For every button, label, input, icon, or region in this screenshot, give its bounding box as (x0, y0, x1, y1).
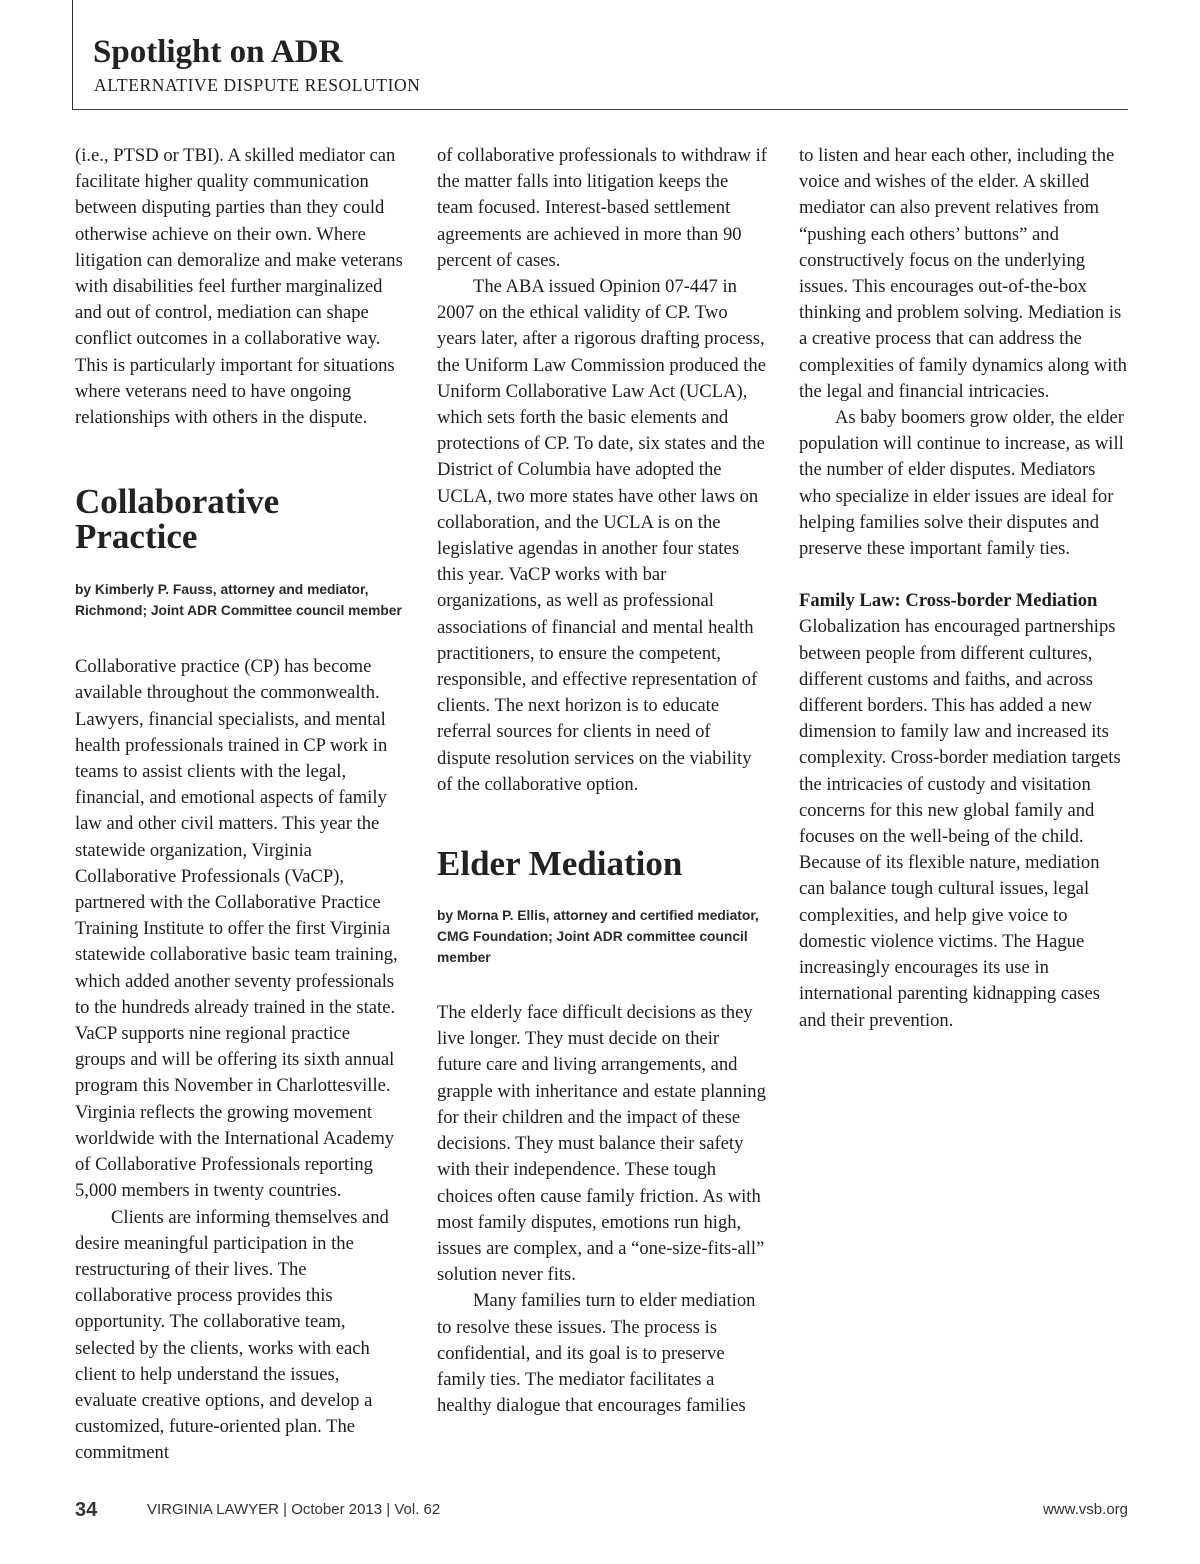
body-paragraph: Globalization has encouraged partnerships between people from different cultures, different customs and faiths, and across different borders. This has added a new dimension to family law and increased its complexity. Cross-border mediation targets the intricacies of custody and visitation concerns for this new global family and focuses on the well-being of the child. Because of its flexible nature, mediation can balance tough cultural issues, legal complexities, and help give voice to domestic violence victims. The Hague increasingly encourages its use in international parenting kidnapping cases and their prevention. (799, 616, 1121, 1031)
column-2 (437, 143, 767, 1419)
column-3 (799, 143, 1129, 1034)
column-1 (75, 143, 403, 1467)
section-title-collaborative-practice: Collaborative Practice (75, 482, 280, 557)
page-number: 34 (75, 1499, 98, 1521)
byline-elder-mediation: by Morna P. Ellis, attorney and certified mediator, CMG Foundation; Joint ADR committee council member (437, 908, 759, 966)
byline-collaborative-practice: by Kimberly P. Fauss, attorney and mediator, Richmond; Joint ADR Committee council member (75, 582, 402, 619)
section-title-elder-mediation: Elder Mediation (437, 844, 683, 884)
intro-paragraph: (i.e., PTSD or TBI). A skilled mediator can facilitate higher quality communication between disputing parties than they could otherwise achieve on their own. Where litigation can demoralize and make veterans with disabilities feel further marginalized and out of control, mediation can shape conflict outcomes in a collaborative way. This is particularly important for situations where veterans need to have ongoing relationships with others in the dispute. (75, 145, 403, 429)
publication-info: VIRGINIA LAWYER | October 2013 | Vol. 62 (147, 1501, 441, 1518)
body-paragraph: The ABA issued Opinion 07-447 in 2007 on the ethical validity of CP. Two years later, after a rigorous drafting process, the Uniform Law Commission produced the Uniform Collaborative Law Act (UCLA), which sets forth the basic elements and protections of CP. To date, six states and the District of Columbia have adopted the UCLA, two more states have other laws on collaboration, and the UCLA is on the legislative agendas in another four states this year. VaCP works with bar organizations, as well as professional associations of financial and mental health practitioners, to ensure the competent, responsible, and effective representation of clients. The next horizon is to educate referral sources for clients in need of dispute resolution services on the viability of the collaborative option. (437, 276, 766, 795)
body-paragraph: The elderly face difficult decisions as they live longer. They must decide on their future care and living arrangements, and grapple with inheritance and estate planning for their children and the impact of these decisions. They must balance their safety with their independence. These tough choices often cause family friction. As with most family disputes, emotions run high, issues are complex, and a “one-size-fits-all” solution never fits. (437, 1002, 766, 1286)
subhead-cross-border-mediation: Family Law: Cross-border Mediation (799, 590, 1098, 612)
page-footer (75, 1497, 1128, 1523)
body-paragraph: Many families turn to elder mediation to resolve these issues. The process is confidential, and its goal is to preserve family ties. The mediator facilitates a healthy dialogue that encourages families (437, 1290, 756, 1417)
body-paragraph: As baby boomers grow older, the elder population will continue to increase, as will the number of elder disputes. Mediators who specialize in elder issues are ideal for helping families solve their disputes and preserve these important family ties. (799, 407, 1124, 560)
header-title: Spotlight on ADR (93, 34, 343, 70)
body-paragraph: of collaborative professionals to withdraw if the matter falls into litigation keeps the team focused. Interest-based settlement agreements are achieved in more than 90 percent of cases. (437, 145, 767, 271)
body-paragraph: to listen and hear each other, including the voice and wishes of the elder. A skilled mediator can also prevent relatives from “pushing each others’ buttons” and constructively focus on the underlying issues. This encourages out-of-the-box thinking and problem solving. Mediation is a creative process that can address the complexities of family dynamics along with the legal and financial intricacies. (799, 145, 1127, 402)
body-paragraph: Collaborative practice (CP) has become available throughout the commonwealth. Lawyers, financial specialists, and mental health professionals trained in CP work in teams to assist clients with the legal, financial, and emotional aspects of family law and other civil matters. This year the statewide organization, Virginia Collaborative Professionals (VaCP), partnered with the Collaborative Practice Training Institute to offer the first Virginia statewide collaborative basic team training, which added another seventy professionals to the hundreds already trained in the state. VaCP supports nine regional practice groups and will be offering its sixth annual program this November in Charlottesville. Virginia reflects the growing movement worldwide with the International Academy of Collaborative Professionals reporting 5,000 members in twenty countries. (75, 656, 398, 1202)
header-subtitle: ALTERNATIVE DISPUTE RESOLUTION (94, 75, 421, 95)
footer-url: www.vsb.org (1042, 1501, 1128, 1518)
body-paragraph: Clients are informing themselves and desire meaningful participation in the restructuring of their lives. The collaborative process provides this opportunity. The collaborative team, selected by the clients, works with each client to help understand the issues, evaluate creative options, and develop a customized, future-oriented plan. The commitment (75, 1206, 389, 1464)
page-header (72, 0, 1128, 110)
